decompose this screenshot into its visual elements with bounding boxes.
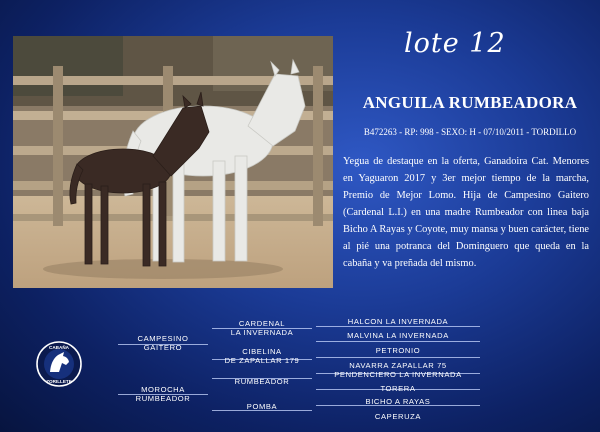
pedigree-sire-line1: CAMPESINO: [137, 334, 189, 343]
horse-description: Yegua de destaque en la oferta, Ganadoira Cat. Menores en Yaguaron 2017 y 3er mejor tiempo de la marcha, Premio de Mejor Lomo. Hija de Campesino Gaitero (Cardenal L.I.) en una madre Rumbeador con linea baja Bicho A Rayas y Coyote, muy mansa y buen carácter, tiene al pié una potranca del Dominguero que queda en la cabaña y va preñada del mismo.: [343, 156, 590, 269]
pedigree-sire-sire-line2: LA INVERNADA: [230, 328, 294, 337]
pedigree-ggp-5: PENDENCIERO LA INVERNADA: [334, 370, 462, 379]
pedigree-sire-dam: [212, 347, 312, 365]
pedigree-dam-sire: RUMBEADOR: [234, 377, 290, 386]
pedigree-sire-sire-line1: CARDENAL: [238, 319, 286, 328]
cabana-logo: [35, 340, 83, 388]
pedigree-dam-line1: MOROCHA: [141, 385, 185, 394]
pedigree-dam: [118, 385, 208, 403]
pedigree-dam-line2: RUMBEADOR: [135, 394, 191, 403]
pedigree-ggp-2: MALVINA LA INVERNADA: [347, 331, 449, 340]
pedigree-ggp-1: HALCON LA INVERNADA: [347, 317, 449, 326]
horse-photo: [13, 36, 333, 288]
horse-head-icon: [35, 340, 83, 388]
pedigree-ggp-4: NAVARRA ZAPALLAR 75: [349, 361, 447, 370]
pedigree-line: [316, 357, 480, 358]
pedigree-sire-dam-line2: DE ZAPALLAR 179: [224, 356, 300, 365]
pedigree-sire-sire: [212, 319, 312, 337]
lot-title: lote 12: [404, 28, 506, 59]
pedigree-line: [316, 341, 480, 342]
pedigree-ggp-8: CAPERUZA: [374, 412, 422, 421]
logo-text-bottom: ZORILLETE: [46, 379, 72, 384]
pedigree-sire-line2: GAITERO: [143, 343, 183, 352]
pedigree-ggp-6: TORERA: [380, 384, 416, 393]
horse-name: ANGUILA RUMBEADORA: [362, 93, 578, 112]
pedigree-sire: [118, 334, 208, 352]
pedigree-dam-dam: POMBA: [246, 402, 278, 411]
pedigree-ggp-3: PETRONIO: [375, 346, 421, 355]
pedigree-line: [316, 326, 480, 327]
pedigree-sire-dam-line1: CIBELINA: [242, 347, 282, 356]
logo-text-top: CABAÑA: [49, 345, 69, 350]
mare-and-foal-image: [13, 36, 333, 288]
pedigree-ggp-7: BICHO A RAYAS: [365, 397, 431, 406]
registration-details: B472263 - RP: 998 - SEXO: H - 07/10/2011 - TORDILLO: [363, 127, 577, 137]
